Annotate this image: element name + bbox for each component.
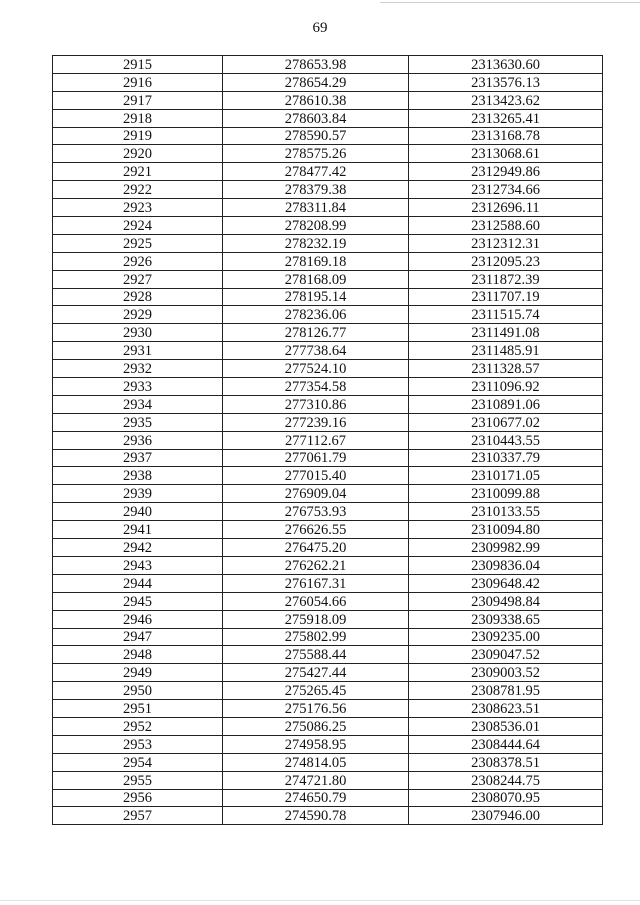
y-coordinate-cell: 2308781.95 bbox=[409, 682, 603, 700]
table-row bbox=[53, 521, 603, 539]
point-number-cell: 2951 bbox=[53, 700, 223, 718]
y-coordinate-cell: 2309047.52 bbox=[409, 646, 603, 664]
x-coordinate-cell: 278236.06 bbox=[223, 306, 409, 324]
point-number-cell: 2920 bbox=[53, 145, 223, 163]
y-coordinate-cell: 2310094.80 bbox=[409, 521, 603, 539]
y-coordinate-cell: 2313168.78 bbox=[409, 127, 603, 145]
point-number-cell: 2933 bbox=[53, 378, 223, 396]
x-coordinate-cell: 278575.26 bbox=[223, 145, 409, 163]
point-number-cell: 2925 bbox=[53, 234, 223, 252]
y-coordinate-cell: 2308378.51 bbox=[409, 753, 603, 771]
table-row bbox=[53, 199, 603, 217]
table-row bbox=[53, 56, 603, 74]
x-coordinate-cell: 277310.86 bbox=[223, 395, 409, 413]
point-number-cell: 2957 bbox=[53, 807, 223, 825]
x-coordinate-cell: 275588.44 bbox=[223, 646, 409, 664]
table-row bbox=[53, 91, 603, 109]
table-row bbox=[53, 628, 603, 646]
coordinates-table bbox=[52, 55, 603, 825]
point-number-cell: 2936 bbox=[53, 431, 223, 449]
point-number-cell: 2930 bbox=[53, 324, 223, 342]
y-coordinate-cell: 2312696.11 bbox=[409, 199, 603, 217]
x-coordinate-cell: 276753.93 bbox=[223, 503, 409, 521]
x-coordinate-cell: 276262.21 bbox=[223, 556, 409, 574]
x-coordinate-cell: 275802.99 bbox=[223, 628, 409, 646]
point-number-cell: 2932 bbox=[53, 360, 223, 378]
table-row bbox=[53, 682, 603, 700]
y-coordinate-cell: 2309982.99 bbox=[409, 539, 603, 557]
table-row bbox=[53, 217, 603, 235]
x-coordinate-cell: 278169.18 bbox=[223, 252, 409, 270]
y-coordinate-cell: 2308070.95 bbox=[409, 789, 603, 807]
table-row bbox=[53, 807, 603, 825]
table-row bbox=[53, 109, 603, 127]
x-coordinate-cell: 276167.31 bbox=[223, 574, 409, 592]
table-row bbox=[53, 574, 603, 592]
y-coordinate-cell: 2310443.55 bbox=[409, 431, 603, 449]
x-coordinate-cell: 278603.84 bbox=[223, 109, 409, 127]
point-number-cell: 2940 bbox=[53, 503, 223, 521]
point-number-cell: 2929 bbox=[53, 306, 223, 324]
point-number-cell: 2945 bbox=[53, 592, 223, 610]
table-row bbox=[53, 181, 603, 199]
point-number-cell: 2926 bbox=[53, 252, 223, 270]
y-coordinate-cell: 2311485.91 bbox=[409, 342, 603, 360]
table-row bbox=[53, 413, 603, 431]
y-coordinate-cell: 2312949.86 bbox=[409, 163, 603, 181]
table-row bbox=[53, 610, 603, 628]
point-number-cell: 2953 bbox=[53, 735, 223, 753]
point-number-cell: 2948 bbox=[53, 646, 223, 664]
x-coordinate-cell: 275086.25 bbox=[223, 717, 409, 735]
point-number-cell: 2928 bbox=[53, 288, 223, 306]
table-row bbox=[53, 324, 603, 342]
y-coordinate-cell: 2310891.06 bbox=[409, 395, 603, 413]
y-coordinate-cell: 2308444.64 bbox=[409, 735, 603, 753]
point-number-cell: 2931 bbox=[53, 342, 223, 360]
y-coordinate-cell: 2310099.88 bbox=[409, 485, 603, 503]
point-number-cell: 2944 bbox=[53, 574, 223, 592]
x-coordinate-cell: 278208.99 bbox=[223, 217, 409, 235]
table-row bbox=[53, 735, 603, 753]
x-coordinate-cell: 278232.19 bbox=[223, 234, 409, 252]
point-number-cell: 2956 bbox=[53, 789, 223, 807]
table-row bbox=[53, 127, 603, 145]
point-number-cell: 2950 bbox=[53, 682, 223, 700]
y-coordinate-cell: 2313423.62 bbox=[409, 91, 603, 109]
x-coordinate-cell: 277112.67 bbox=[223, 431, 409, 449]
y-coordinate-cell: 2312312.31 bbox=[409, 234, 603, 252]
table-row bbox=[53, 789, 603, 807]
y-coordinate-cell: 2309498.84 bbox=[409, 592, 603, 610]
x-coordinate-cell: 278126.77 bbox=[223, 324, 409, 342]
y-coordinate-cell: 2313068.61 bbox=[409, 145, 603, 163]
point-number-cell: 2922 bbox=[53, 181, 223, 199]
y-coordinate-cell: 2310171.05 bbox=[409, 467, 603, 485]
point-number-cell: 2916 bbox=[53, 73, 223, 91]
y-coordinate-cell: 2307946.00 bbox=[409, 807, 603, 825]
table-row bbox=[53, 771, 603, 789]
y-coordinate-cell: 2311096.92 bbox=[409, 378, 603, 396]
y-coordinate-cell: 2311328.57 bbox=[409, 360, 603, 378]
x-coordinate-cell: 276626.55 bbox=[223, 521, 409, 539]
x-coordinate-cell: 275918.09 bbox=[223, 610, 409, 628]
point-number-cell: 2918 bbox=[53, 109, 223, 127]
x-coordinate-cell: 276054.66 bbox=[223, 592, 409, 610]
x-coordinate-cell: 278195.14 bbox=[223, 288, 409, 306]
x-coordinate-cell: 275265.45 bbox=[223, 682, 409, 700]
point-number-cell: 2921 bbox=[53, 163, 223, 181]
point-number-cell: 2923 bbox=[53, 199, 223, 217]
table-row bbox=[53, 485, 603, 503]
point-number-cell: 2952 bbox=[53, 717, 223, 735]
table-row bbox=[53, 592, 603, 610]
x-coordinate-cell: 278477.42 bbox=[223, 163, 409, 181]
table-row bbox=[53, 539, 603, 557]
table-row bbox=[53, 431, 603, 449]
y-coordinate-cell: 2311707.19 bbox=[409, 288, 603, 306]
table-row bbox=[53, 378, 603, 396]
table-row bbox=[53, 145, 603, 163]
x-coordinate-cell: 277524.10 bbox=[223, 360, 409, 378]
table-row bbox=[53, 664, 603, 682]
y-coordinate-cell: 2310677.02 bbox=[409, 413, 603, 431]
x-coordinate-cell: 278654.29 bbox=[223, 73, 409, 91]
point-number-cell: 2939 bbox=[53, 485, 223, 503]
point-number-cell: 2942 bbox=[53, 539, 223, 557]
table-row bbox=[53, 556, 603, 574]
point-number-cell: 2938 bbox=[53, 467, 223, 485]
table-row bbox=[53, 503, 603, 521]
y-coordinate-cell: 2313630.60 bbox=[409, 56, 603, 74]
y-coordinate-cell: 2309003.52 bbox=[409, 664, 603, 682]
y-coordinate-cell: 2309648.42 bbox=[409, 574, 603, 592]
y-coordinate-cell: 2312734.66 bbox=[409, 181, 603, 199]
table-row bbox=[53, 700, 603, 718]
y-coordinate-cell: 2308244.75 bbox=[409, 771, 603, 789]
scan-edge-line bbox=[380, 2, 640, 3]
y-coordinate-cell: 2312588.60 bbox=[409, 217, 603, 235]
y-coordinate-cell: 2309338.65 bbox=[409, 610, 603, 628]
x-coordinate-cell: 278311.84 bbox=[223, 199, 409, 217]
x-coordinate-cell: 274814.05 bbox=[223, 753, 409, 771]
x-coordinate-cell: 274958.95 bbox=[223, 735, 409, 753]
x-coordinate-cell: 278379.38 bbox=[223, 181, 409, 199]
table-row bbox=[53, 234, 603, 252]
x-coordinate-cell: 277239.16 bbox=[223, 413, 409, 431]
point-number-cell: 2919 bbox=[53, 127, 223, 145]
table-row bbox=[53, 753, 603, 771]
x-coordinate-cell: 278610.38 bbox=[223, 91, 409, 109]
table-row bbox=[53, 270, 603, 288]
table-row bbox=[53, 342, 603, 360]
table-row bbox=[53, 73, 603, 91]
point-number-cell: 2949 bbox=[53, 664, 223, 682]
table-row bbox=[53, 449, 603, 467]
x-coordinate-cell: 277015.40 bbox=[223, 467, 409, 485]
coordinates-table-body bbox=[53, 56, 603, 825]
x-coordinate-cell: 274590.78 bbox=[223, 807, 409, 825]
y-coordinate-cell: 2308623.51 bbox=[409, 700, 603, 718]
table-row bbox=[53, 395, 603, 413]
point-number-cell: 2934 bbox=[53, 395, 223, 413]
x-coordinate-cell: 277354.58 bbox=[223, 378, 409, 396]
y-coordinate-cell: 2311515.74 bbox=[409, 306, 603, 324]
y-coordinate-cell: 2308536.01 bbox=[409, 717, 603, 735]
point-number-cell: 2924 bbox=[53, 217, 223, 235]
y-coordinate-cell: 2312095.23 bbox=[409, 252, 603, 270]
y-coordinate-cell: 2309235.00 bbox=[409, 628, 603, 646]
table-row bbox=[53, 717, 603, 735]
point-number-cell: 2946 bbox=[53, 610, 223, 628]
point-number-cell: 2917 bbox=[53, 91, 223, 109]
y-coordinate-cell: 2310133.55 bbox=[409, 503, 603, 521]
table-row bbox=[53, 360, 603, 378]
x-coordinate-cell: 275427.44 bbox=[223, 664, 409, 682]
y-coordinate-cell: 2309836.04 bbox=[409, 556, 603, 574]
page-number: 69 bbox=[312, 20, 328, 36]
x-coordinate-cell: 277061.79 bbox=[223, 449, 409, 467]
y-coordinate-cell: 2313265.41 bbox=[409, 109, 603, 127]
x-coordinate-cell: 278168.09 bbox=[223, 270, 409, 288]
table-row bbox=[53, 252, 603, 270]
point-number-cell: 2955 bbox=[53, 771, 223, 789]
x-coordinate-cell: 274721.80 bbox=[223, 771, 409, 789]
point-number-cell: 2927 bbox=[53, 270, 223, 288]
x-coordinate-cell: 278590.57 bbox=[223, 127, 409, 145]
x-coordinate-cell: 275176.56 bbox=[223, 700, 409, 718]
x-coordinate-cell: 277738.64 bbox=[223, 342, 409, 360]
y-coordinate-cell: 2311872.39 bbox=[409, 270, 603, 288]
table-row bbox=[53, 288, 603, 306]
y-coordinate-cell: 2310337.79 bbox=[409, 449, 603, 467]
table-row bbox=[53, 306, 603, 324]
table-row bbox=[53, 467, 603, 485]
x-coordinate-cell: 276475.20 bbox=[223, 539, 409, 557]
point-number-cell: 2915 bbox=[53, 56, 223, 74]
scan-edge-line bbox=[0, 900, 640, 901]
point-number-cell: 2954 bbox=[53, 753, 223, 771]
table-row bbox=[53, 646, 603, 664]
point-number-cell: 2935 bbox=[53, 413, 223, 431]
point-number-cell: 2943 bbox=[53, 556, 223, 574]
x-coordinate-cell: 276909.04 bbox=[223, 485, 409, 503]
x-coordinate-cell: 278653.98 bbox=[223, 56, 409, 74]
y-coordinate-cell: 2313576.13 bbox=[409, 73, 603, 91]
point-number-cell: 2937 bbox=[53, 449, 223, 467]
x-coordinate-cell: 274650.79 bbox=[223, 789, 409, 807]
point-number-cell: 2941 bbox=[53, 521, 223, 539]
y-coordinate-cell: 2311491.08 bbox=[409, 324, 603, 342]
table-row bbox=[53, 163, 603, 181]
point-number-cell: 2947 bbox=[53, 628, 223, 646]
